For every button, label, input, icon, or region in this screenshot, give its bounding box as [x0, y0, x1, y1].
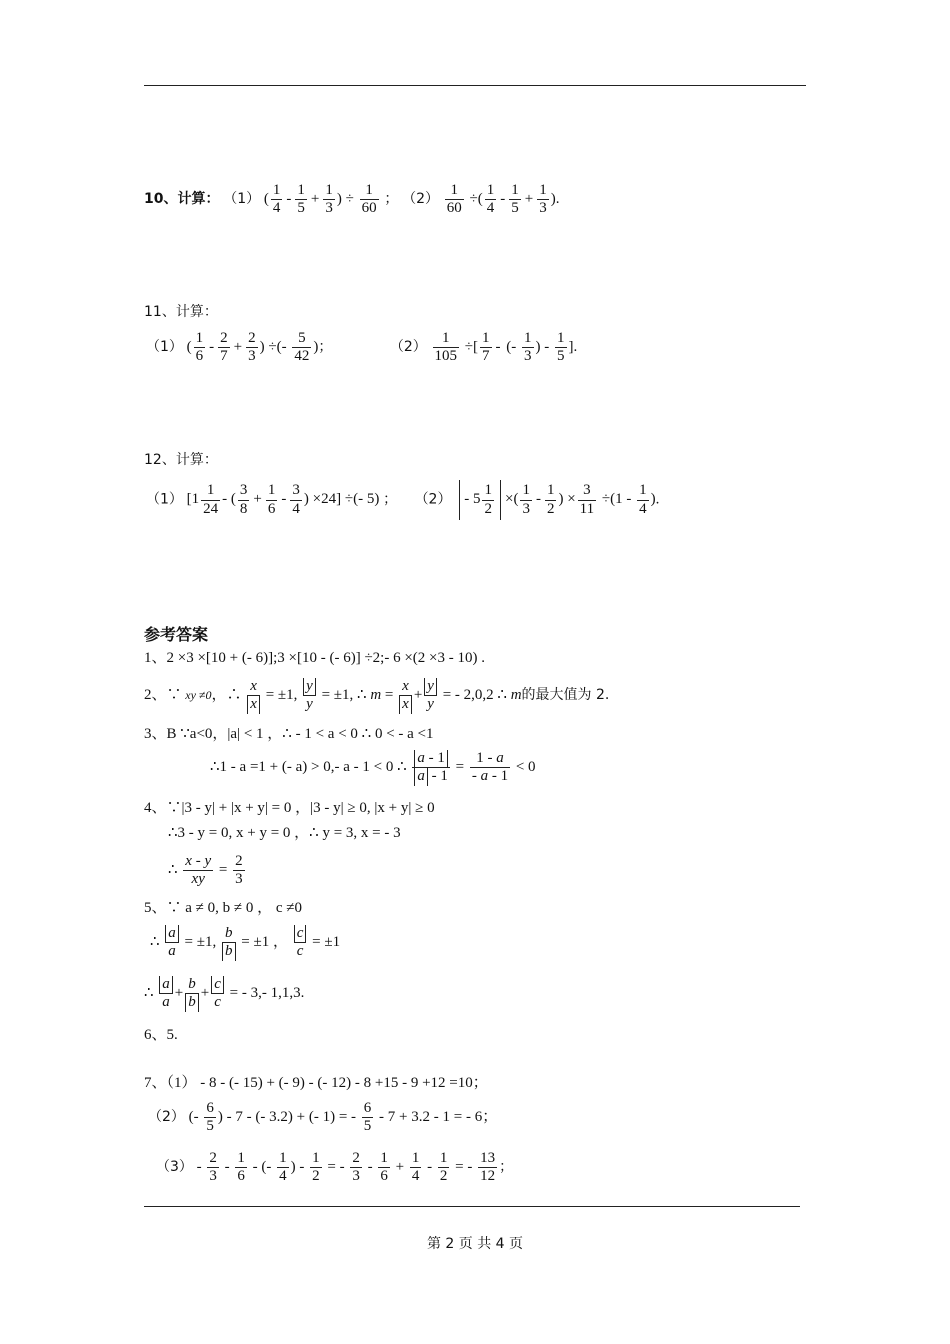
a7-line3-pre: （3）	[156, 1159, 193, 1176]
question-10	[144, 182, 559, 218]
question-11-body	[146, 330, 577, 366]
q11-expr2: $\frac{1}{105}$ ÷[ $\frac{1}{7}$ - (- $\frac{1}{3}$ ) - $\frac{1}{5}$	[434, 330, 565, 365]
question-11-label: 11、计算：	[144, 304, 218, 320]
a4-line3-eq: =	[218, 862, 228, 879]
answers-heading: 参考答案	[144, 625, 209, 644]
answer-5-line2: ∴ $\frac{a}{a}$ = ±1, $\frac{b}{b}$ = ±1 ， $\frac{c}{c}$ = ±1	[150, 925, 341, 960]
a2-condition: xy ≠0	[185, 688, 212, 703]
answer-5-line1: 5、∵ a ≠ 0, b ≠ 0 ， c ≠0	[144, 900, 303, 916]
a2-eq2: = ±1, ∴	[321, 687, 367, 704]
q12-part1-label: （1）	[146, 491, 183, 508]
footer-rule	[144, 1206, 800, 1207]
answer-2: 2、∵ xy ≠0，∴ $\frac{x}{x}$ = ±1, $\frac{y}{y}$ = ±1, ∴ m = $\frac{x}{x}$ + $\frac{y}{y}$ = - 2,0,2 ∴ m的最大值为 2.	[144, 678, 610, 713]
answer-4-line1: 4、∵|3 - y| + |x + y| = 0 ，|3 - y| ≥ 0, |x + y| ≥ 0	[144, 800, 435, 816]
a7-line2-c: - 7 + 3.2 - 1 = - 6；	[379, 1109, 498, 1126]
question-10-part2-label: （2）	[402, 191, 440, 208]
a3-line2-b: =	[455, 759, 468, 776]
a5-line3-pre: ∴	[144, 985, 154, 1002]
page-number: 第 2 页 共 4 页	[426, 1236, 524, 1252]
q12-end2: .	[655, 491, 660, 508]
a5-line2-eq1: = ±1,	[184, 934, 217, 951]
a4-line3-pre: ∴	[168, 862, 178, 879]
a5-line2-pre: ∴	[150, 934, 160, 951]
q10-expr2: $\frac{1}{60}$ ÷( $\frac{1}{4}$ - $\frac{1}{5}$ + $\frac{1}{3}$ )	[446, 182, 556, 217]
q12-expr2: - 5 $\frac{1}{2}$ ×( $\frac{1}{3}$ - $\frac{1}{2}$ ) × $\frac{3}{11}$ ÷(1 - $\frac{1}{4}$ )	[455, 491, 655, 507]
answer-3-line1: 3、B ∵a<0，|a| < 1 ，∴ - 1 < a < 0 ∴ 0 < - a <1	[144, 726, 434, 742]
a3-line2-a: ∴1 - a =1 + (- a) > 0,- a - 1 < 0 ∴	[210, 759, 407, 776]
question-10-label: 10、计算：	[144, 191, 220, 208]
a5-line3-eq: = - 3,- 1,1,3.	[229, 985, 305, 1002]
a2-result: = - 2,0,2 ∴	[442, 687, 507, 704]
a7-line2-pre: （2）	[148, 1109, 185, 1126]
answer-5-line3: ∴ $\frac{a}{a}$ + $\frac{b}{b}$ + $\frac{c}{c}$ = - 3,- 1,1,3.	[144, 976, 305, 1011]
q10-expr1: ( $\frac{1}{4}$ - $\frac{1}{5}$ + $\frac{1}{3}$ ) ÷ $\frac{1}{60}$	[263, 182, 377, 217]
q11-part1-label: （1）	[146, 339, 183, 356]
a2-eq1: = ±1,	[265, 687, 298, 704]
answer-6: 6、5.	[144, 1027, 178, 1043]
a7-line2-b: - 7 - (- 3.2) + (- 1) = -	[226, 1109, 357, 1126]
question-10-part1-label: （1）	[223, 191, 261, 208]
answer-7-line3: （3） - $\frac{2}{3}$ - $\frac{1}{6}$ - (- $\frac{1}{4}$ ) - $\frac{1}{2}$ = - $\frac{2}{3}$ - $\frac{1}{6}$ + $\frac{1}{4}$ - $\frac{1}{2}$ = - $\frac{13}{12}$ ；	[156, 1150, 514, 1185]
q10-end2: .	[555, 191, 560, 208]
q10-end1: ；	[384, 191, 399, 208]
q11-end1: ；	[318, 339, 333, 356]
q11-part2-label: （2）	[389, 339, 427, 356]
q11-expr1: ( $\frac{1}{6}$ - $\frac{2}{7}$ + $\frac{2}{3}$ ) ÷(- $\frac{5}{42}$ )	[186, 330, 319, 365]
answer-1: 1、2 ×3 ×[10 + (- 6)];3 ×[10 - (- 6)] ÷2;- 6 ×(2 ×3 - 10) .	[144, 650, 486, 666]
answer-4-line3: ∴ $\frac{x - y}{xy}$ = $\frac{2}{3}$	[168, 853, 243, 888]
answer-3-line2: ∴1 - a =1 + (- a) > 0,- a - 1 < 0 ∴ $\frac{a - 1}{a - 1}$ = $\frac{1 - a}{- a - 1}$ < 0	[210, 750, 536, 785]
q12-expr1: [1 $\frac{1}{24}$ - ( $\frac{3}{8}$ + $\frac{1}{6}$ - $\frac{3}{4}$ ) ×24] ÷(- 5)	[186, 482, 380, 517]
q12-part2-label: （2）	[414, 491, 452, 508]
a2-m: m	[370, 687, 382, 704]
a5-line2-eq2: = ±1 ，	[241, 934, 288, 951]
a2-prefix: 2、∵	[144, 687, 182, 704]
q12-end1: ；	[383, 491, 398, 508]
answer-4-line2: ∴3 - y = 0, x + y = 0 ，∴ y = 3, x = - 3	[168, 825, 401, 841]
answer-7-line1: 7、（1） - 8 - (- 15) + (- 9) - (- 12) - 8 +15 - 9 +12 =10；	[144, 1075, 488, 1091]
a7-line3-end: ；	[499, 1159, 514, 1176]
q11-end2: ].	[568, 339, 578, 356]
header-rule	[144, 85, 806, 86]
a2-tail: 的最大值为 2.	[521, 687, 610, 704]
answer-7-line2: （2） (- $\frac{6}{5}$ ) - 7 - (- 3.2) + (- 1) = - $\frac{6}{5}$ - 7 + 3.2 - 1 = - 6；	[148, 1100, 498, 1135]
question-12-label: 12、计算：	[144, 452, 218, 468]
a5-line2-eq3: = ±1	[312, 934, 341, 951]
question-12-body	[146, 480, 659, 520]
a2-therefore: ，∴	[211, 687, 242, 704]
a3-line2-c: < 0	[515, 759, 536, 776]
